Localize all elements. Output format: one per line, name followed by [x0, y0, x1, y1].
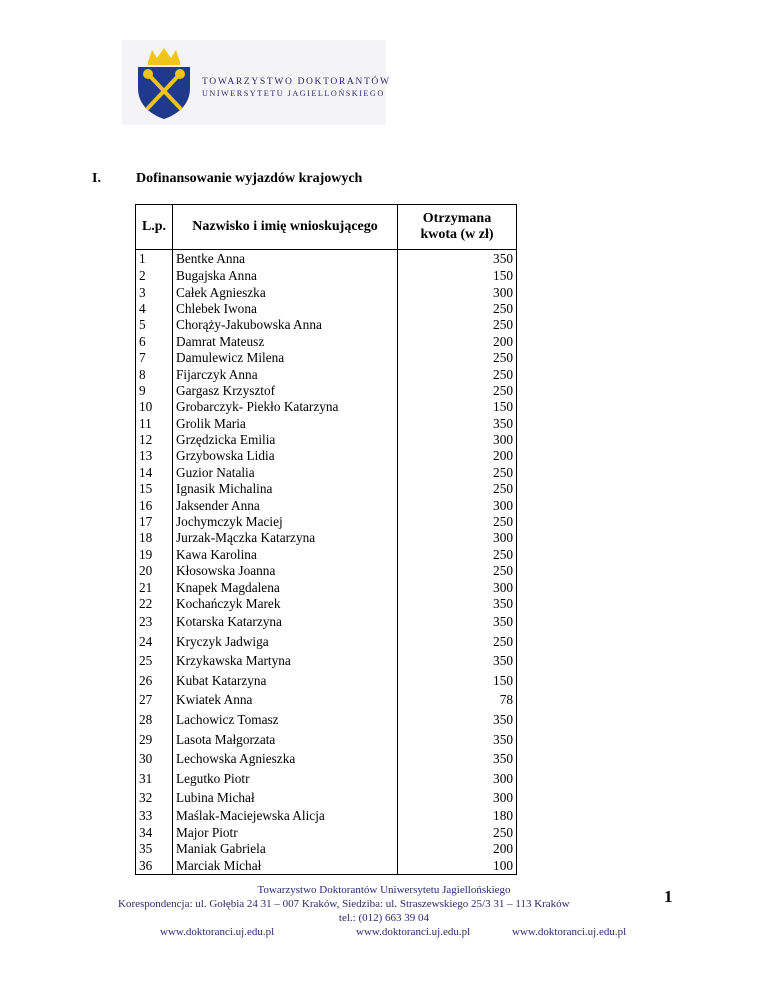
cell-lp: 2	[136, 268, 173, 284]
cell-amount: 200	[398, 334, 517, 350]
table-body	[136, 250, 517, 875]
cell-lp: 6	[136, 334, 173, 350]
cell-amount: 250	[398, 563, 517, 579]
footer-link-2[interactable]: www.doktoranci.uj.edu.pl	[356, 926, 471, 938]
cell-amount: 250	[398, 366, 517, 382]
table-row	[136, 563, 517, 579]
cell-name: Marciak Michał	[173, 857, 398, 874]
cell-name: Kotarska Katarzyna	[173, 612, 398, 632]
cell-amount: 78	[398, 691, 517, 711]
cell-amount: 350	[398, 710, 517, 730]
cell-amount: 300	[398, 432, 517, 448]
footer-link-1[interactable]: www.doktoranci.uj.edu.pl	[160, 926, 275, 938]
cell-name: Lasota Małgorzata	[173, 730, 398, 750]
table-row	[136, 691, 517, 711]
cell-name: Bentke Anna	[173, 250, 398, 269]
cell-amount: 180	[398, 808, 517, 824]
cell-amount: 200	[398, 841, 517, 857]
table-row	[136, 857, 517, 874]
cell-amount: 300	[398, 769, 517, 789]
cell-name: Kochańczyk Marek	[173, 596, 398, 612]
table-row	[136, 612, 517, 632]
cell-name: Kubat Katarzyna	[173, 671, 398, 691]
cell-amount: 250	[398, 481, 517, 497]
table-row	[136, 769, 517, 789]
table-row	[136, 710, 517, 730]
footer-phone: tel.: (012) 663 39 04	[338, 912, 430, 924]
cell-lp: 15	[136, 481, 173, 497]
table-row	[136, 596, 517, 612]
cell-amount: 300	[398, 284, 517, 300]
cell-amount: 350	[398, 749, 517, 769]
cell-amount: 250	[398, 632, 517, 652]
coat-of-arms-icon	[134, 48, 194, 120]
cell-lp: 10	[136, 399, 173, 415]
cell-name: Lechowska Agnieszka	[173, 749, 398, 769]
cell-amount: 250	[398, 301, 517, 317]
table-row	[136, 497, 517, 513]
cell-amount: 300	[398, 579, 517, 595]
cell-lp: 1	[136, 250, 173, 269]
cell-amount: 250	[398, 514, 517, 530]
page-number: 1	[664, 887, 673, 906]
table-row	[136, 730, 517, 750]
table-row	[136, 268, 517, 284]
table-row	[136, 651, 517, 671]
cell-name: Całek Agnieszka	[173, 284, 398, 300]
table-row	[136, 671, 517, 691]
cell-lp: 5	[136, 317, 173, 333]
cell-name: Grolik Maria	[173, 416, 398, 432]
table-row	[136, 432, 517, 448]
table-row	[136, 250, 517, 269]
cell-name: Grobarczyk- Piekło Katarzyna	[173, 399, 398, 415]
header-name: Nazwisko i imię wnioskującego	[173, 205, 398, 250]
cell-lp: 16	[136, 497, 173, 513]
cell-amount: 250	[398, 383, 517, 399]
cell-name: Damulewicz Milena	[173, 350, 398, 366]
cell-name: Gargasz Krzysztof	[173, 383, 398, 399]
cell-lp: 7	[136, 350, 173, 366]
cell-lp: 27	[136, 691, 173, 711]
cell-name: Krzykawska Martyna	[173, 651, 398, 671]
table-row	[136, 841, 517, 857]
cell-lp: 3	[136, 284, 173, 300]
cell-lp: 17	[136, 514, 173, 530]
section-number: I.	[92, 171, 101, 186]
header-lp: L.p.	[136, 205, 173, 250]
cell-amount: 100	[398, 857, 517, 874]
cell-lp: 4	[136, 301, 173, 317]
table-row	[136, 465, 517, 481]
footer-address: Korespondencja: ul. Gołębia 24 31 – 007 Kraków, Siedziba: ul. Straszewskiego 25/3 31 – 113 Kraków	[118, 898, 570, 910]
cell-amount: 350	[398, 612, 517, 632]
cell-name: Chorąży-Jakubowska Anna	[173, 317, 398, 333]
cell-amount: 150	[398, 671, 517, 691]
cell-amount: 250	[398, 350, 517, 366]
cell-name: Grzybowska Lidia	[173, 448, 398, 464]
table-row	[136, 749, 517, 769]
header-amount	[398, 205, 517, 250]
table-row	[136, 514, 517, 530]
cell-lp: 18	[136, 530, 173, 546]
cell-amount: 300	[398, 497, 517, 513]
cell-lp: 24	[136, 632, 173, 652]
cell-name: Bugajska Anna	[173, 268, 398, 284]
footer-org: Towarzystwo Doktorantów Uniwersytetu Jagiellońskiego	[257, 884, 511, 896]
cell-lp: 8	[136, 366, 173, 382]
cell-amount: 250	[398, 825, 517, 841]
cell-amount: 350	[398, 730, 517, 750]
cell-name: Kłosowska Joanna	[173, 563, 398, 579]
cell-name: Fijarczyk Anna	[173, 366, 398, 382]
table-row	[136, 808, 517, 824]
table-row	[136, 825, 517, 841]
cell-lp: 29	[136, 730, 173, 750]
table-row	[136, 530, 517, 546]
cell-lp: 11	[136, 416, 173, 432]
cell-lp: 9	[136, 383, 173, 399]
cell-lp: 31	[136, 769, 173, 789]
cell-name: Maniak Gabriela	[173, 841, 398, 857]
table-row	[136, 399, 517, 415]
cell-name: Ignasik Michalina	[173, 481, 398, 497]
cell-lp: 20	[136, 563, 173, 579]
cell-amount: 300	[398, 530, 517, 546]
cell-lp: 33	[136, 808, 173, 824]
table-row	[136, 383, 517, 399]
logo	[122, 40, 391, 125]
table-row	[136, 547, 517, 563]
cell-amount: 350	[398, 596, 517, 612]
table-row	[136, 481, 517, 497]
table-row	[136, 284, 517, 300]
cell-name: Legutko Piotr	[173, 769, 398, 789]
table-row	[136, 301, 517, 317]
cell-amount: 250	[398, 547, 517, 563]
cell-name: Jochymczyk Maciej	[173, 514, 398, 530]
cell-lp: 28	[136, 710, 173, 730]
cell-lp: 35	[136, 841, 173, 857]
table-row	[136, 334, 517, 350]
table-row	[136, 448, 517, 464]
cell-name: Jurzak-Mączka Katarzyna	[173, 530, 398, 546]
cell-name: Kryczyk Jadwiga	[173, 632, 398, 652]
cell-lp: 26	[136, 671, 173, 691]
cell-lp: 19	[136, 547, 173, 563]
cell-name: Lubina Michał	[173, 789, 398, 809]
cell-lp: 13	[136, 448, 173, 464]
header-amount-line-2: kwota (w zł)	[420, 227, 494, 242]
cell-name: Damrat Mateusz	[173, 334, 398, 350]
table-header-row	[136, 205, 517, 250]
table-row	[136, 366, 517, 382]
table-row	[136, 789, 517, 809]
cell-amount: 300	[398, 789, 517, 809]
cell-amount: 350	[398, 416, 517, 432]
footer-link-3[interactable]: www.doktoranci.uj.edu.pl	[512, 926, 627, 938]
grants-table	[135, 204, 517, 875]
cell-name: Guzior Natalia	[173, 465, 398, 481]
cell-lp: 34	[136, 825, 173, 841]
cell-name: Maślak-Maciejewska Alicja	[173, 808, 398, 824]
cell-amount: 250	[398, 465, 517, 481]
cell-name: Grzędzicka Emilia	[173, 432, 398, 448]
cell-lp: 12	[136, 432, 173, 448]
cell-name: Major Piotr	[173, 825, 398, 841]
cell-lp: 23	[136, 612, 173, 632]
cell-name: Chlebek Iwona	[173, 301, 398, 317]
table-row	[136, 579, 517, 595]
cell-amount: 350	[398, 651, 517, 671]
cell-lp: 22	[136, 596, 173, 612]
cell-lp: 14	[136, 465, 173, 481]
cell-amount: 200	[398, 448, 517, 464]
cell-lp: 21	[136, 579, 173, 595]
logo-line-1: TOWARZYSTWO DOKTORANTÓW	[202, 76, 391, 87]
cell-amount: 150	[398, 399, 517, 415]
cell-amount: 250	[398, 317, 517, 333]
logo-text	[202, 76, 391, 100]
table-row	[136, 350, 517, 366]
cell-name: Jaksender Anna	[173, 497, 398, 513]
cell-lp: 36	[136, 857, 173, 874]
cell-name: Kawa Karolina	[173, 547, 398, 563]
cell-amount: 150	[398, 268, 517, 284]
section-title: Dofinansowanie wyjazdów krajowych	[136, 171, 363, 186]
cell-lp: 32	[136, 789, 173, 809]
cell-name: Kwiatek Anna	[173, 691, 398, 711]
cell-name: Lachowicz Tomasz	[173, 710, 398, 730]
logo-line-2: UNIWERSYTETU JAGIELLOŃSKIEGO	[202, 89, 385, 98]
table-row	[136, 317, 517, 333]
cell-name: Knapek Magdalena	[173, 579, 398, 595]
cell-amount: 350	[398, 250, 517, 269]
table-row	[136, 632, 517, 652]
cell-lp: 25	[136, 651, 173, 671]
cell-lp: 30	[136, 749, 173, 769]
header-amount-line-1: Otrzymana	[422, 211, 492, 226]
table-row	[136, 416, 517, 432]
